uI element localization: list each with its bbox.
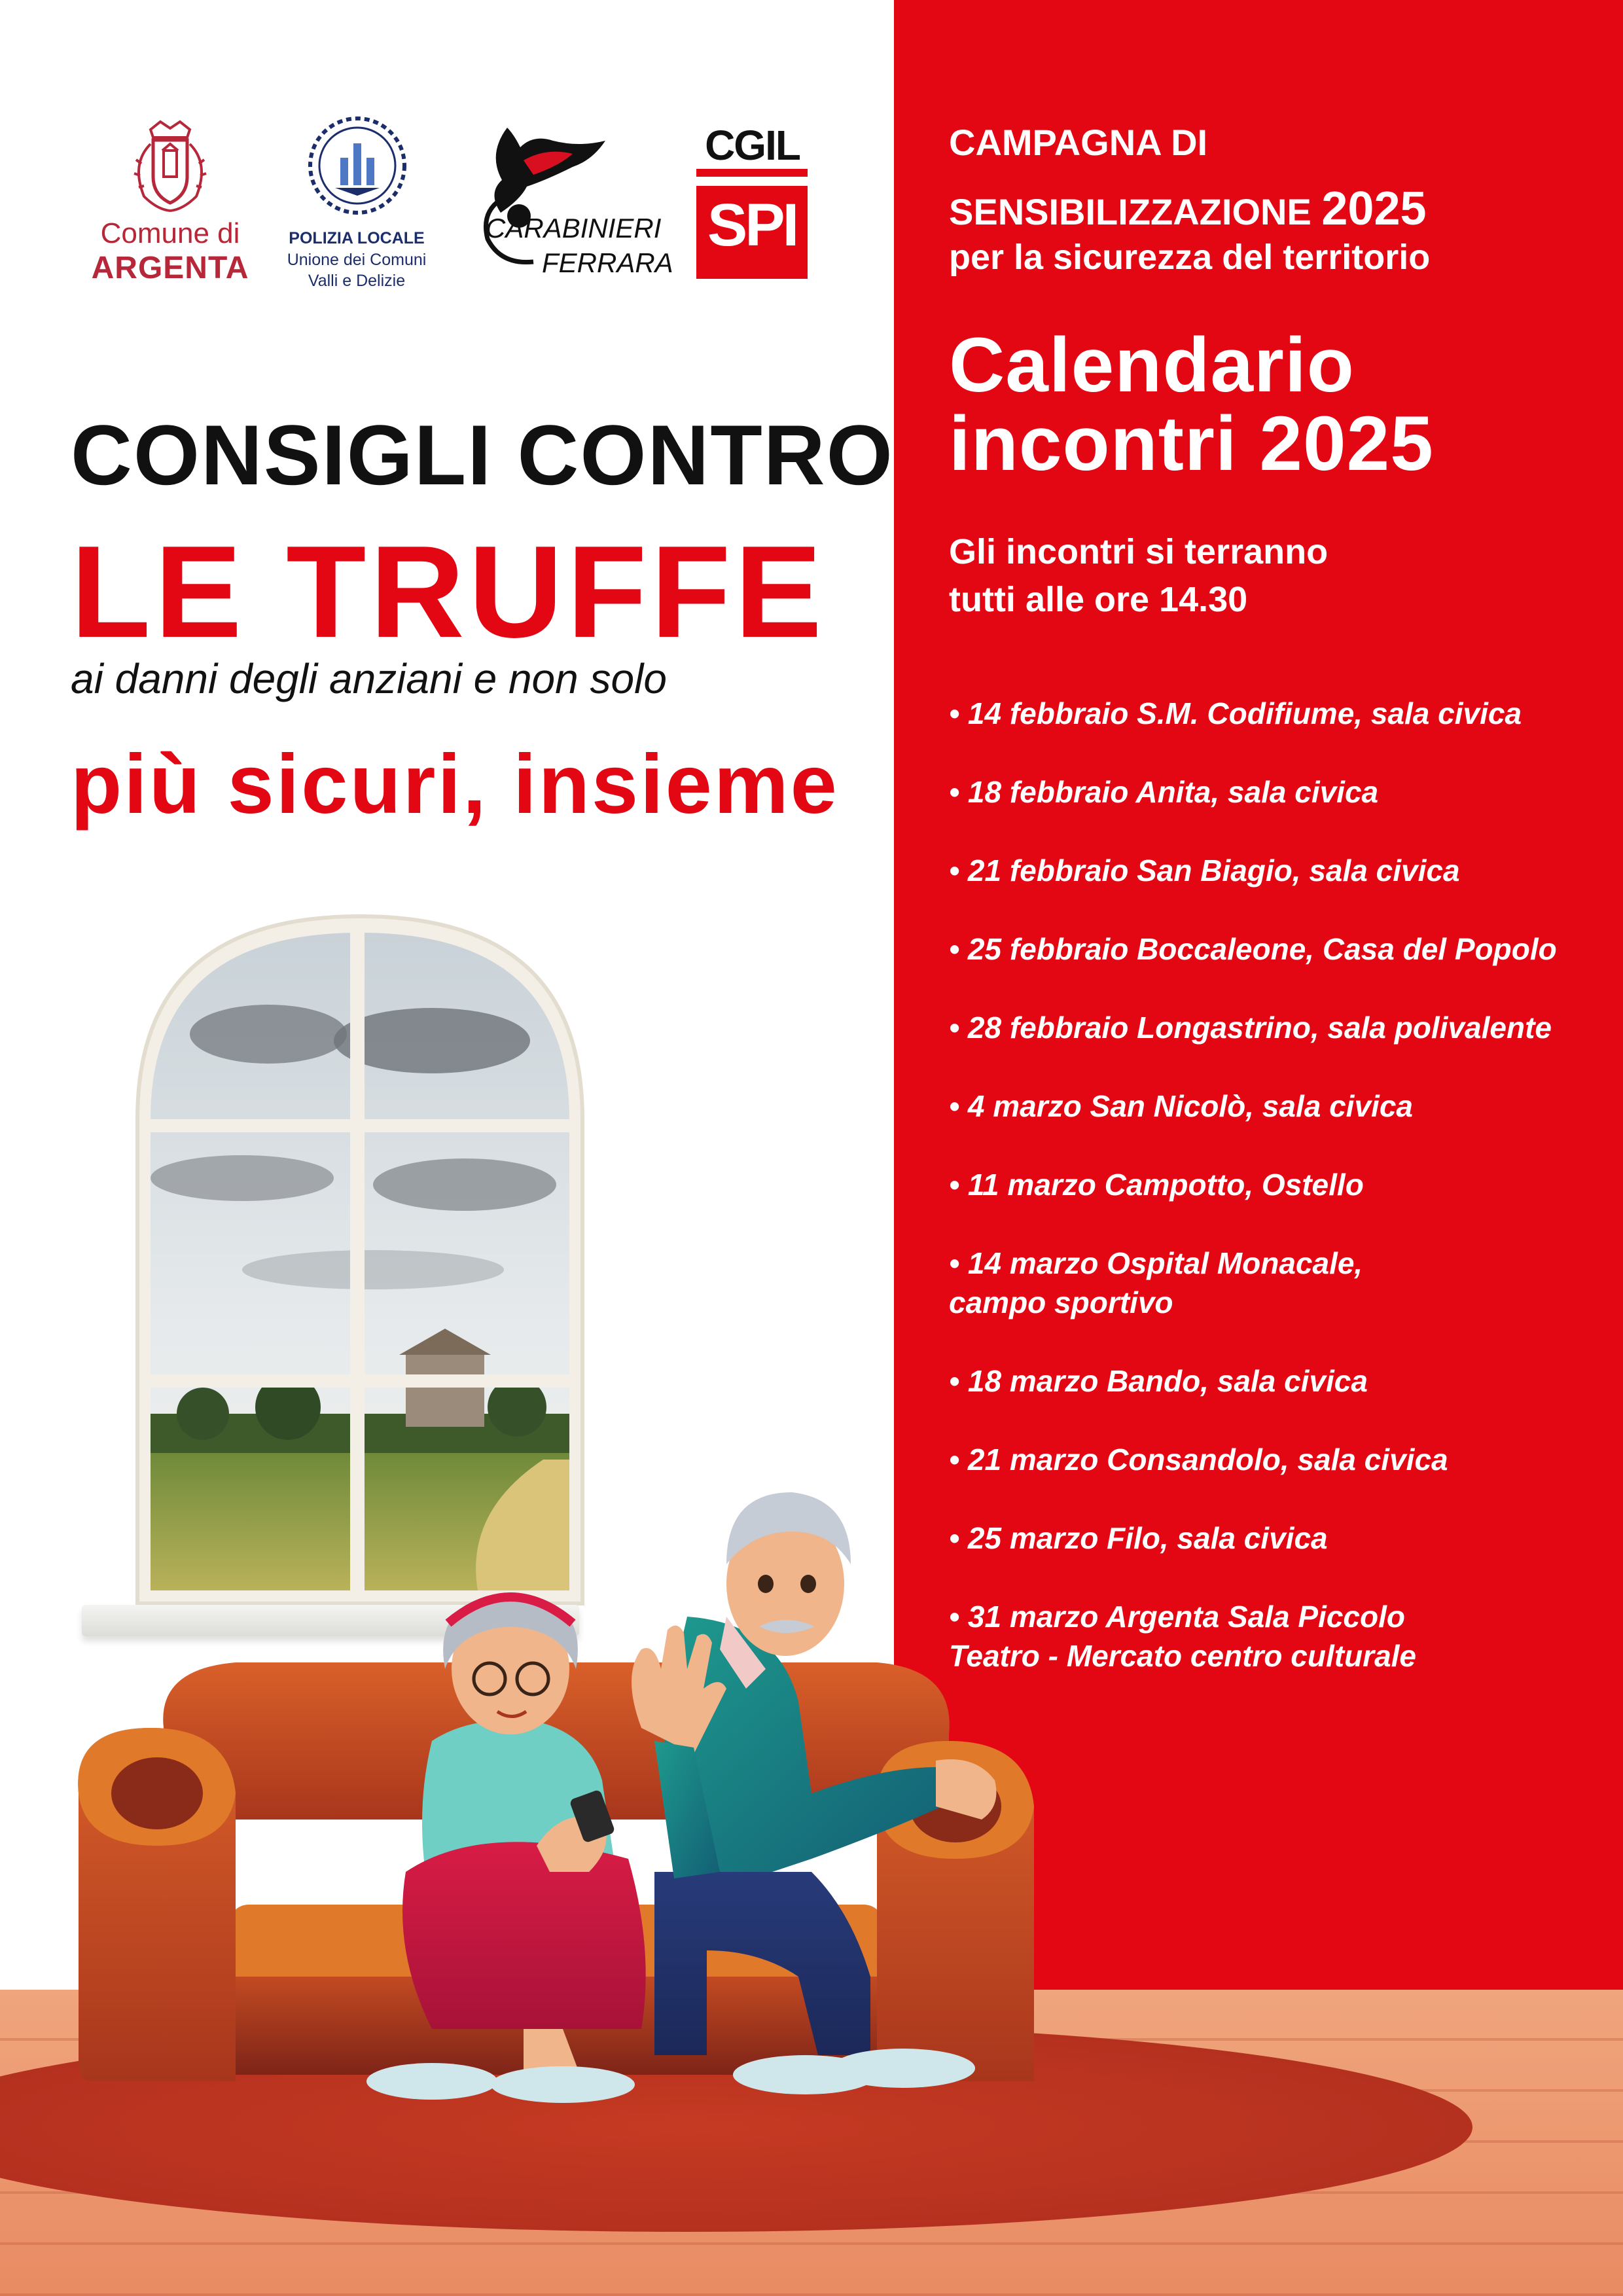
spi-logo-text: SPI <box>707 192 797 259</box>
list-item: • 21 febbraio San Biagio, sala civica <box>949 853 1460 888</box>
headline-main-title: LE TRUFFE <box>71 519 826 665</box>
carabinieri-label-line2: FERRARA <box>542 247 673 278</box>
calendar-note-line1: Gli incontri si terranno <box>949 532 1329 571</box>
list-item: • 14 febbraio S.M. Codifiume, sala civica <box>949 696 1522 730</box>
argenta-label-line1: Comune di <box>100 217 240 249</box>
list-item: • 4 marzo San Nicolò, sala civica <box>949 1089 1413 1123</box>
calendar-note-line2: tutti alle ore 14.30 <box>949 580 1248 619</box>
campaign-line1: CAMPAGNA DI <box>949 122 1208 163</box>
list-item: • 21 marzo Consandolo, sala civica <box>949 1443 1448 1477</box>
cgil-logo-text: CGIL <box>705 122 800 169</box>
list-item: • 14 marzo Ospital Monacale, campo sportivo <box>949 1246 1363 1319</box>
list-item: • 25 febbraio Boccaleone, Casa del Popolo <box>949 932 1557 966</box>
headline-subtitle: ai danni degli anziani e non solo <box>71 655 667 702</box>
elderly-couple-on-sofa-illustration <box>65 1453 1139 2144</box>
headline-slogan: più sicuri, insieme <box>71 738 839 831</box>
police-label-line1: POLIZIA LOCALE <box>289 229 425 247</box>
list-item: • 25 marzo Filo, sala civica <box>949 1521 1328 1555</box>
list-item: • 18 febbraio Anita, sala civica <box>949 775 1379 809</box>
crest-icon <box>124 118 216 216</box>
police-badge-icon <box>306 115 408 217</box>
campaign-line2 <box>949 182 1427 236</box>
calendar-title-line1: Calendario <box>949 322 1355 408</box>
headline-line1: CONSIGLI CONTRO <box>71 407 894 503</box>
list-item: • 28 febbraio Longastrino, sala polivalente <box>949 1011 1552 1045</box>
list-item: • 18 marzo Bando, sala civica <box>949 1364 1368 1398</box>
argenta-label-line2: ARGENTA <box>91 251 249 285</box>
campaign-year: 2025 <box>1321 183 1427 235</box>
list-item: • 11 marzo Campotto, Ostello <box>949 1168 1364 1202</box>
calendar-title-line2: incontri 2025 <box>949 401 1434 487</box>
spi-logo-bar <box>696 177 808 186</box>
campaign-line3: per la sicurezza del territorio <box>949 238 1431 277</box>
police-label-line3: Valli e Delizie <box>308 272 406 290</box>
carabinieri-label-line1: CARABINIERI <box>486 213 662 243</box>
list-item: • 31 marzo Argenta Sala Piccolo Teatro - Mercato centro culturale <box>949 1600 1417 1673</box>
campaign-label: SENSIBILIZZAZIONE <box>949 191 1311 232</box>
police-label-line2: Unione dei Comuni <box>287 251 427 269</box>
